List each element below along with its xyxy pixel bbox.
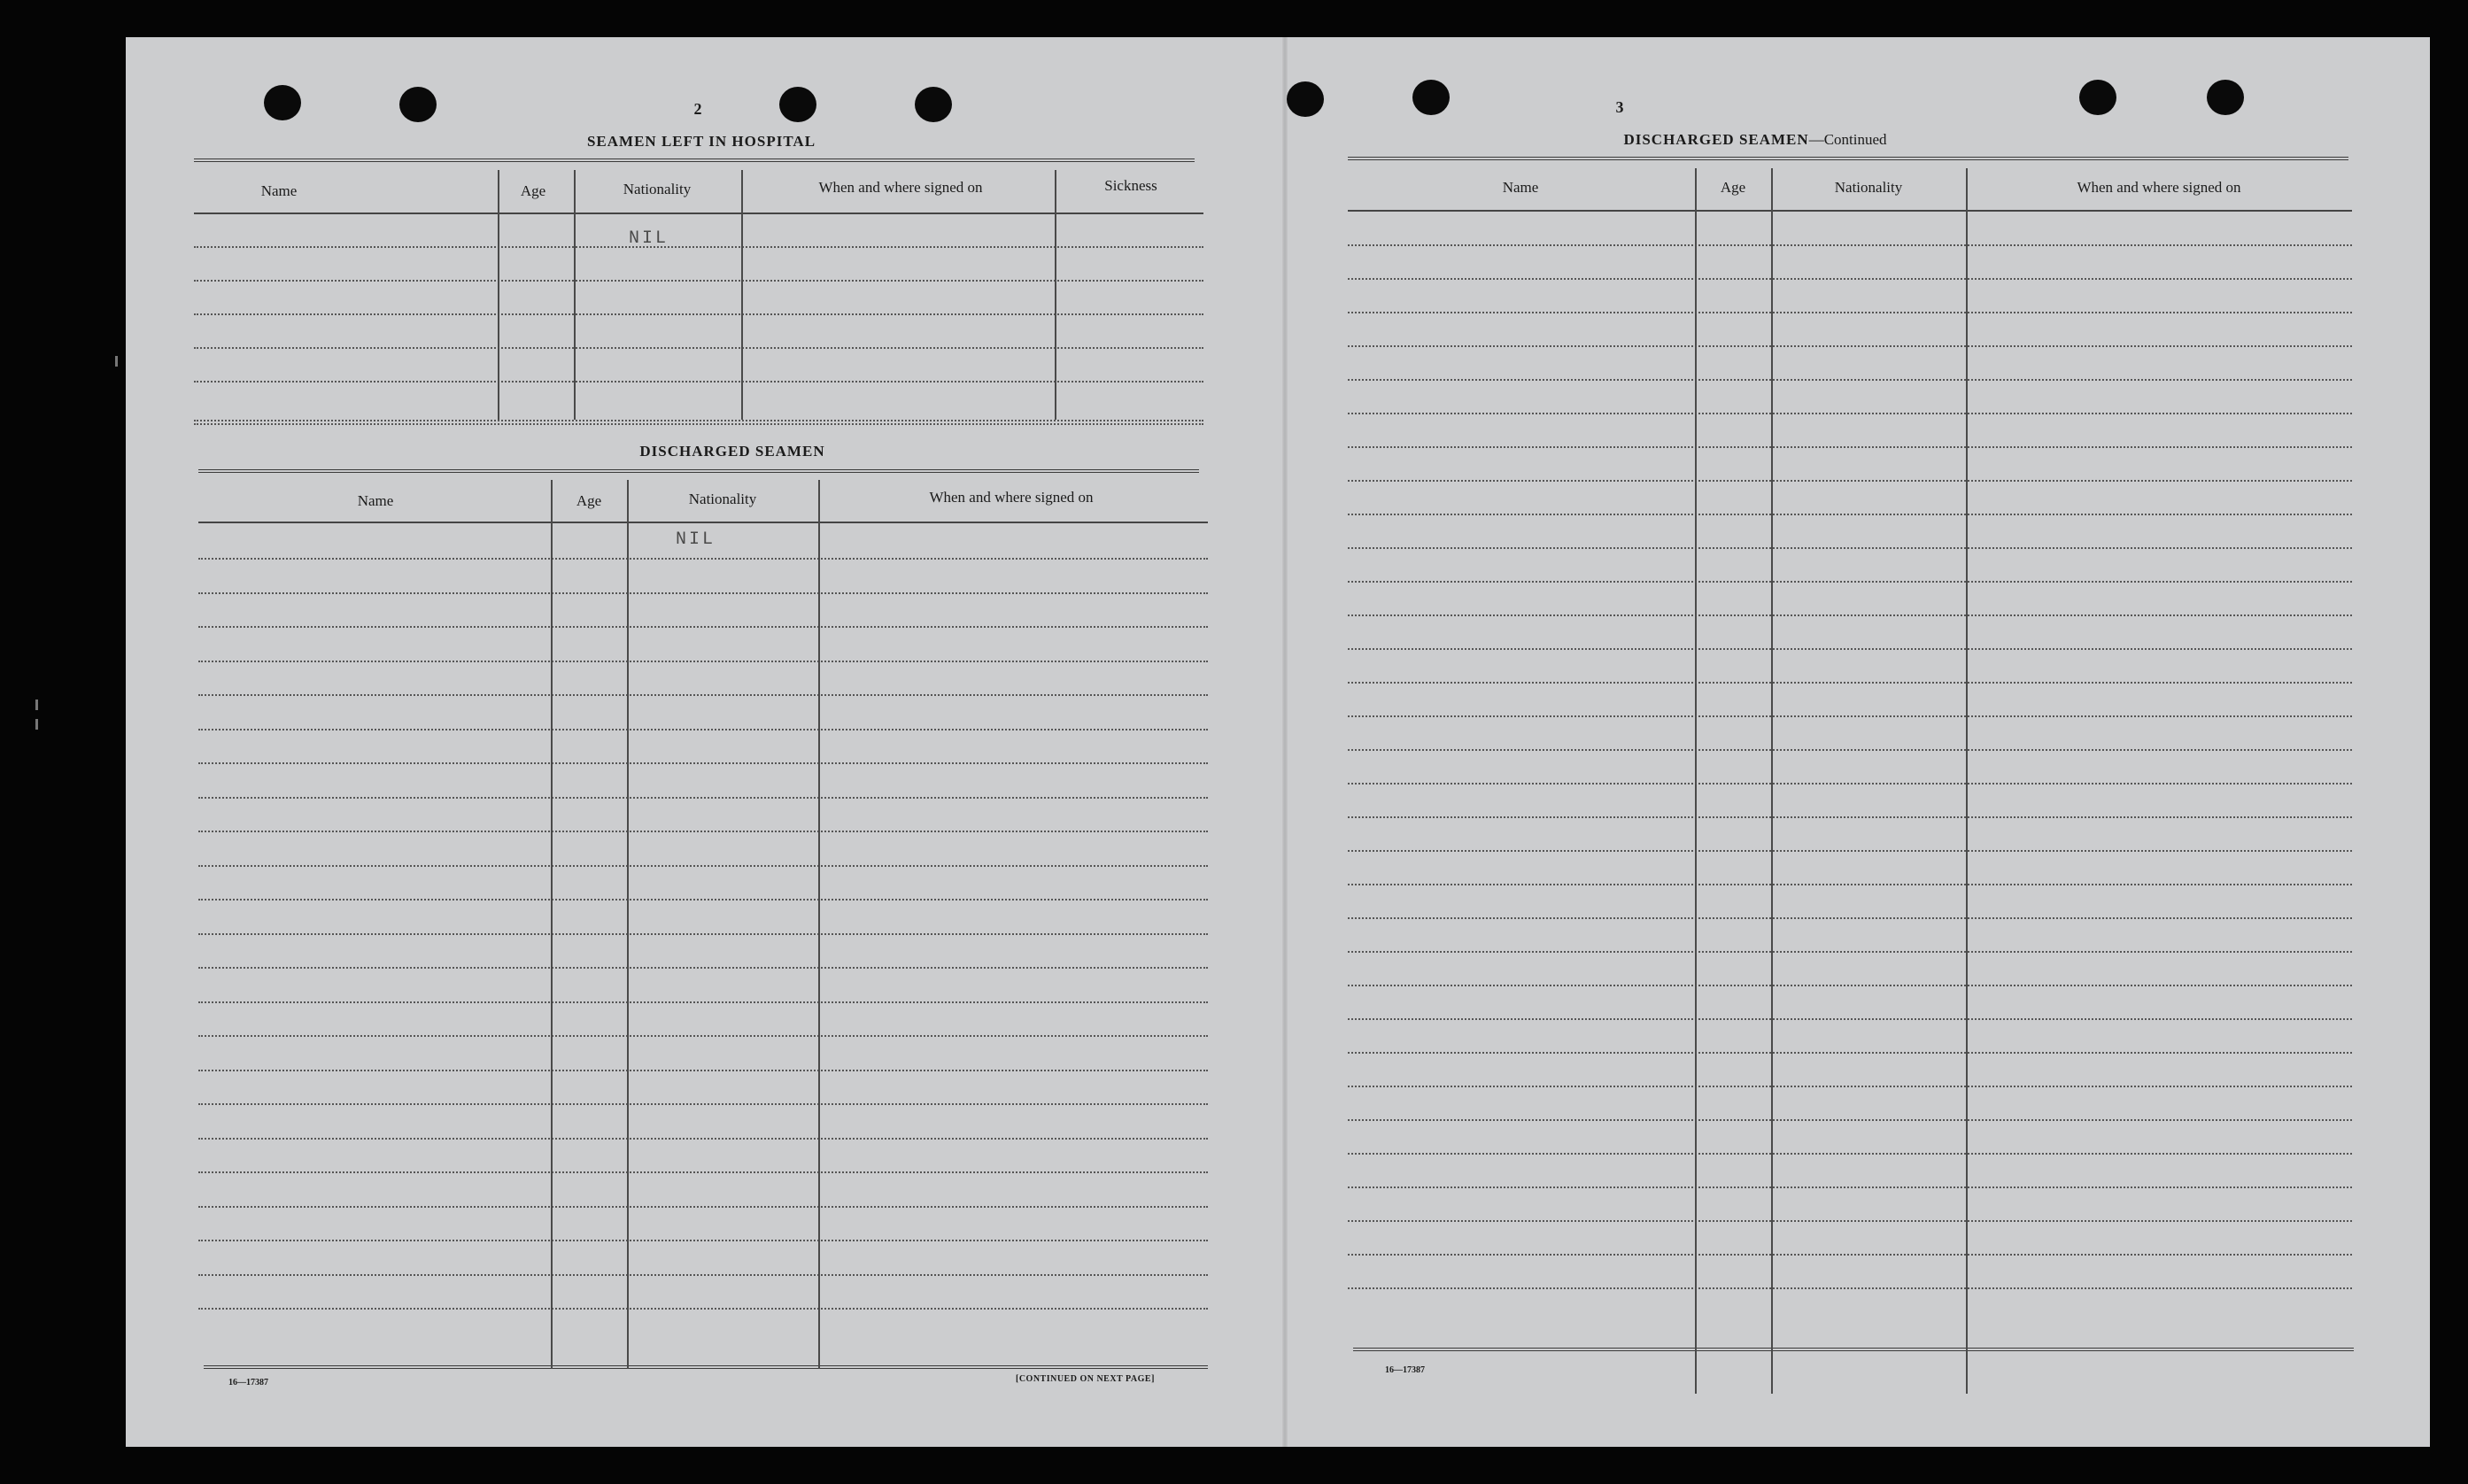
binder-hole bbox=[915, 87, 952, 122]
ledger-sheet bbox=[126, 37, 2430, 1447]
row-rule bbox=[1348, 749, 2352, 751]
column-header-nationality: Nationality bbox=[688, 491, 757, 507]
row-rule bbox=[198, 1274, 1208, 1276]
row-rule bbox=[1348, 682, 2352, 684]
row-rule bbox=[1348, 244, 2352, 246]
row-rule bbox=[1348, 715, 2352, 717]
row-rule bbox=[198, 558, 1208, 560]
row-rule bbox=[198, 1035, 1208, 1037]
row-rule bbox=[1348, 480, 2352, 482]
scan-mark bbox=[35, 699, 38, 710]
column-divider bbox=[1771, 168, 1773, 1394]
column-divider bbox=[627, 480, 629, 1369]
binder-hole bbox=[399, 87, 437, 122]
row-rule bbox=[1348, 1287, 2352, 1289]
row-rule bbox=[198, 1308, 1208, 1310]
row-rule bbox=[1348, 1119, 2352, 1121]
table-top-rule bbox=[1348, 157, 2348, 160]
page-number: 3 bbox=[1615, 98, 1624, 116]
column-header-age: Age bbox=[576, 492, 602, 509]
column-divider bbox=[498, 170, 499, 420]
binder-hole bbox=[2207, 80, 2244, 115]
column-header-nationality: Nationality bbox=[623, 181, 692, 197]
row-rule bbox=[194, 246, 1203, 248]
row-rule bbox=[1348, 850, 2352, 852]
nil-stamp-hospital: NIL bbox=[629, 228, 669, 249]
row-rule bbox=[1348, 1186, 2352, 1188]
page-number: 2 bbox=[693, 100, 702, 118]
row-rule bbox=[1348, 278, 2352, 280]
header-rule bbox=[198, 522, 1208, 523]
column-header-signed-on: When and where signed on bbox=[2077, 179, 2241, 196]
row-rule bbox=[198, 626, 1208, 628]
continued-note: [CONTINUED ON NEXT PAGE] bbox=[1016, 1374, 1155, 1384]
row-rule bbox=[1348, 917, 2352, 919]
row-rule bbox=[198, 899, 1208, 900]
row-rule bbox=[1348, 1052, 2352, 1054]
row-rule bbox=[198, 1001, 1208, 1003]
row-rule bbox=[198, 1138, 1208, 1140]
binder-hole bbox=[264, 85, 301, 120]
hospital-section-title: SEAMEN LEFT IN HOSPITAL bbox=[586, 133, 816, 150]
row-rule bbox=[1348, 1220, 2352, 1222]
row-rule bbox=[198, 729, 1208, 730]
continued-title-suffix: —Continued bbox=[1808, 131, 1887, 148]
row-rule bbox=[194, 313, 1203, 315]
binder-hole bbox=[1287, 81, 1324, 117]
column-divider bbox=[1055, 170, 1056, 420]
row-rule bbox=[198, 694, 1208, 696]
table-top-rule bbox=[198, 469, 1199, 473]
column-divider bbox=[1695, 168, 1697, 1394]
column-divider bbox=[741, 170, 743, 420]
row-rule bbox=[1348, 1153, 2352, 1155]
nil-stamp-discharged: NIL bbox=[676, 529, 716, 550]
row-rule bbox=[194, 420, 1203, 421]
column-header-signed-on: When and where signed on bbox=[929, 489, 1094, 506]
row-rule bbox=[1348, 884, 2352, 885]
row-rule bbox=[1348, 1254, 2352, 1256]
row-rule bbox=[1348, 816, 2352, 818]
row-rule bbox=[194, 423, 1203, 425]
row-rule bbox=[1348, 547, 2352, 549]
right-page bbox=[1286, 37, 2430, 1447]
binder-hole bbox=[2079, 80, 2116, 115]
row-rule bbox=[198, 762, 1208, 764]
binder-hole bbox=[1412, 80, 1450, 115]
column-divider bbox=[1966, 168, 1968, 1394]
form-number: 16—17387 bbox=[228, 1378, 268, 1387]
column-divider bbox=[574, 170, 576, 420]
binder-hole bbox=[779, 87, 816, 122]
row-rule bbox=[194, 280, 1203, 282]
row-rule bbox=[1348, 379, 2352, 381]
row-rule bbox=[198, 1240, 1208, 1241]
row-rule bbox=[198, 1171, 1208, 1173]
row-rule bbox=[1348, 951, 2352, 953]
scan-mark bbox=[115, 356, 118, 367]
table-top-rule bbox=[194, 158, 1195, 162]
column-header-name: Name bbox=[260, 182, 298, 199]
row-rule bbox=[1348, 312, 2352, 313]
row-rule bbox=[198, 1103, 1208, 1105]
form-number: 16—17387 bbox=[1385, 1365, 1425, 1375]
row-rule bbox=[198, 933, 1208, 935]
column-divider bbox=[551, 480, 553, 1369]
row-rule bbox=[1348, 783, 2352, 785]
row-rule bbox=[1348, 514, 2352, 515]
column-divider bbox=[818, 480, 820, 1369]
table-bottom-rule bbox=[1353, 1348, 2354, 1351]
table-bottom-rule bbox=[204, 1365, 1208, 1369]
continued-title-main: DISCHARGED SEAMEN bbox=[1623, 131, 1809, 148]
column-header-nationality: Nationality bbox=[1834, 179, 1903, 196]
row-rule bbox=[198, 1070, 1208, 1071]
row-rule bbox=[198, 661, 1208, 662]
column-header-name: Name bbox=[1502, 179, 1539, 196]
row-rule bbox=[194, 347, 1203, 349]
row-rule bbox=[1348, 345, 2352, 347]
scan-mark bbox=[35, 719, 38, 730]
row-rule bbox=[198, 797, 1208, 799]
row-rule bbox=[198, 1206, 1208, 1208]
row-rule bbox=[198, 592, 1208, 594]
row-rule bbox=[1348, 581, 2352, 583]
column-header-age: Age bbox=[1720, 179, 1746, 196]
row-rule bbox=[1348, 1086, 2352, 1087]
row-rule bbox=[1348, 1018, 2352, 1020]
header-rule bbox=[194, 213, 1203, 214]
row-rule bbox=[198, 831, 1208, 832]
discharged-section-title: DISCHARGED SEAMEN bbox=[639, 443, 825, 460]
row-rule bbox=[1348, 985, 2352, 986]
row-rule bbox=[198, 967, 1208, 969]
row-rule bbox=[1348, 648, 2352, 650]
column-header-name: Name bbox=[357, 492, 394, 509]
row-rule bbox=[1348, 446, 2352, 448]
column-header-sickness: Sickness bbox=[1104, 177, 1157, 194]
header-rule bbox=[1348, 210, 2352, 212]
left-page bbox=[126, 37, 1286, 1447]
row-rule bbox=[198, 865, 1208, 867]
column-header-signed-on: When and where signed on bbox=[818, 179, 983, 196]
row-rule bbox=[194, 381, 1203, 383]
row-rule bbox=[1348, 413, 2352, 414]
column-header-age: Age bbox=[520, 182, 546, 199]
row-rule bbox=[1348, 614, 2352, 616]
